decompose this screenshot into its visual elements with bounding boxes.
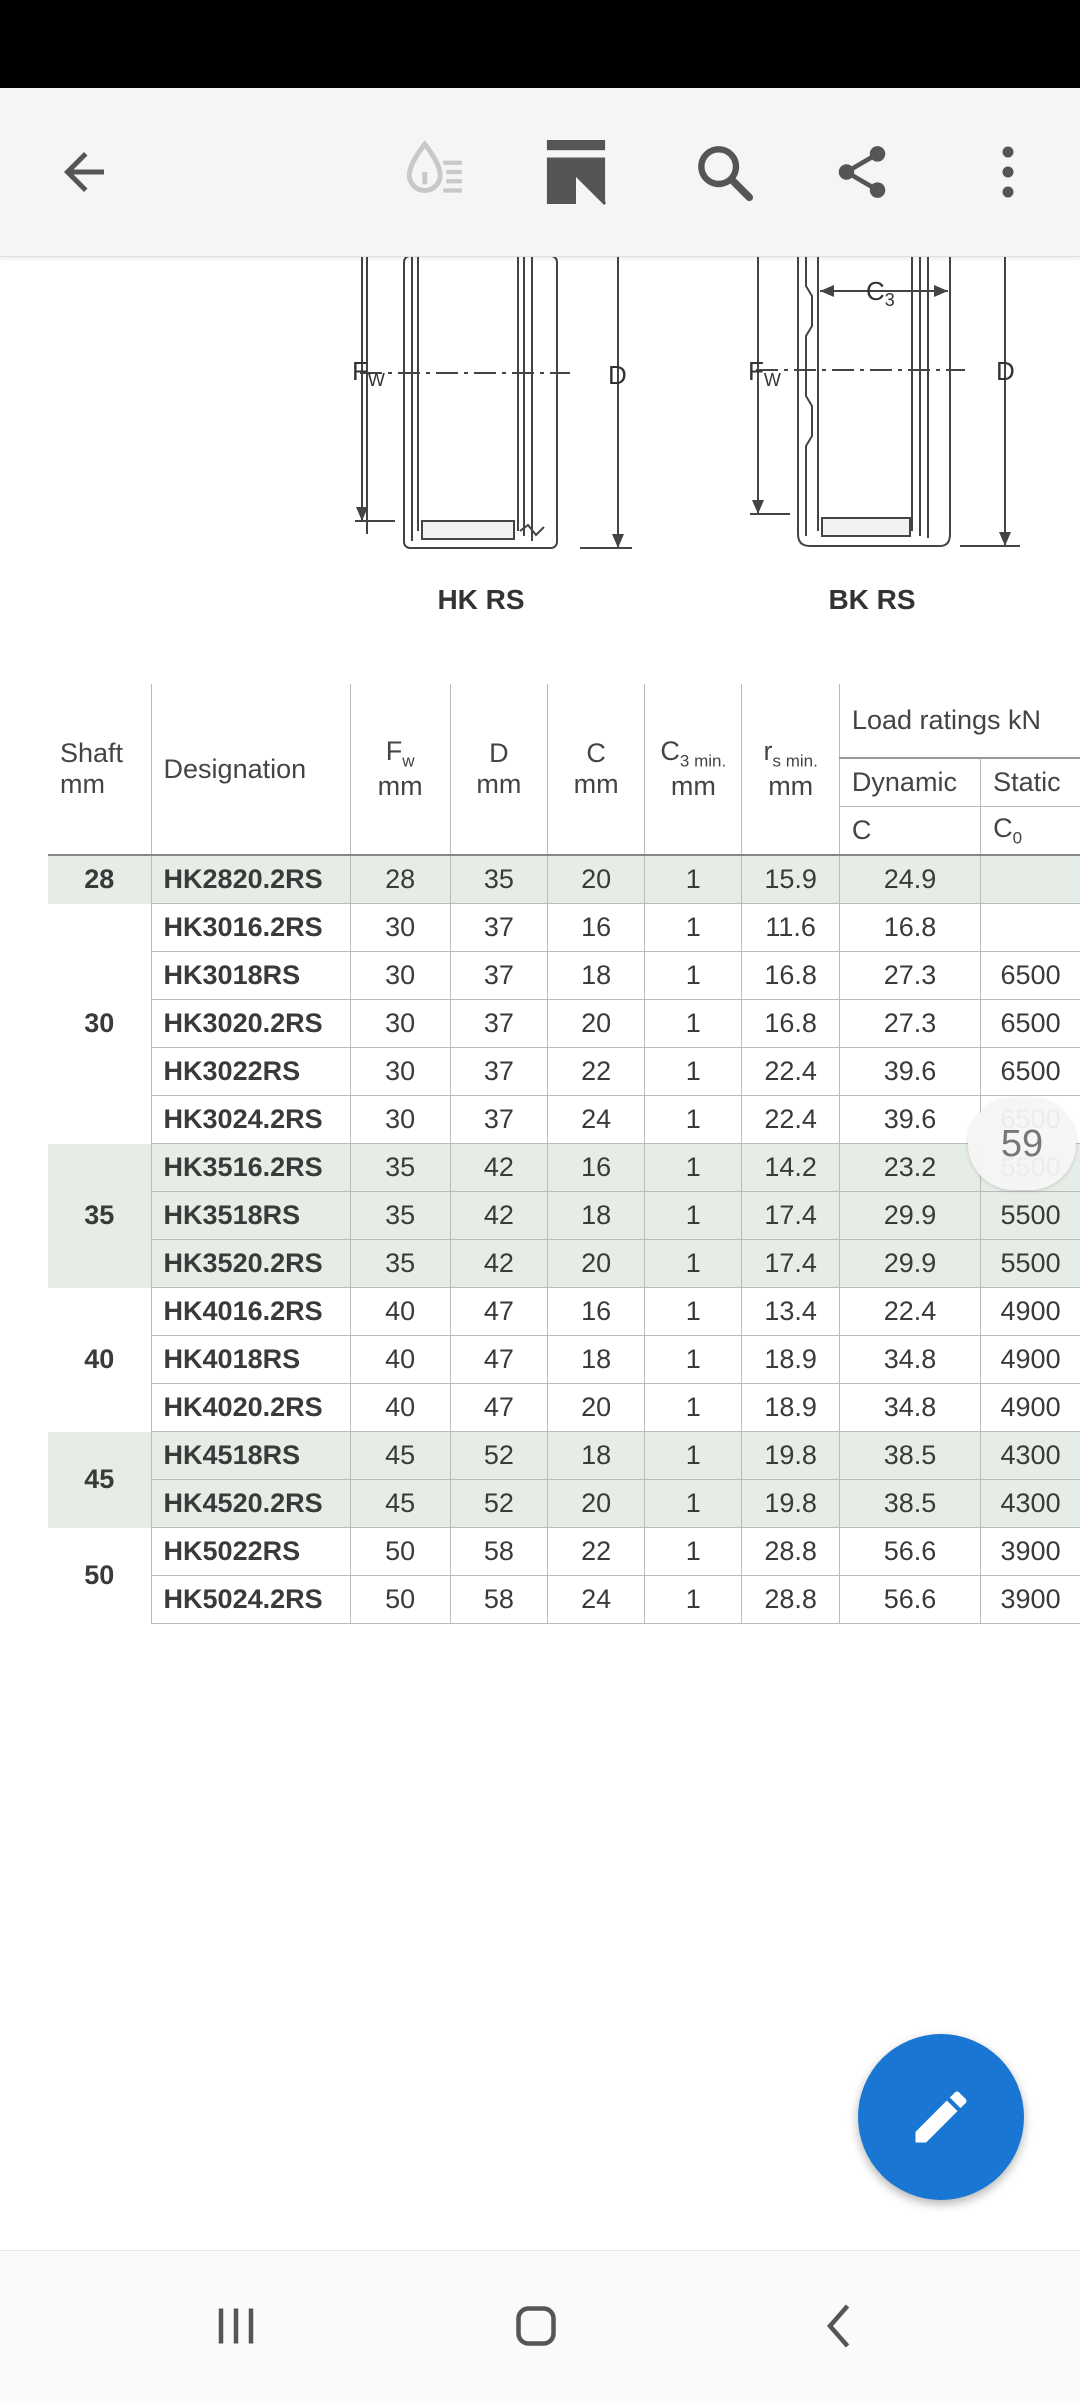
table-row [48, 1336, 1080, 1384]
designation-cell: HK5022RS [151, 1528, 350, 1576]
dynamic-symbol: C [839, 807, 980, 856]
page-number-badge: 59 [968, 1098, 1076, 1190]
designation-cell: HK3518RS [151, 1192, 350, 1240]
designation-cell: HK4518RS [151, 1432, 350, 1480]
stat-cell: 6500 [981, 952, 1080, 1000]
dyn-cell: 39.6 [839, 1096, 980, 1144]
c3-cell: 1 [645, 904, 742, 952]
d-cell: 42 [450, 1240, 547, 1288]
fw-cell: 40 [350, 1384, 450, 1432]
dyn-cell: 22.4 [839, 1288, 980, 1336]
rs-cell: 19.8 [742, 1432, 839, 1480]
rs-cell: 17.4 [742, 1192, 839, 1240]
designation-cell: HK3024.2RS [151, 1096, 350, 1144]
c3-header-sub: 3 min. [679, 751, 727, 771]
c3-cell: 1 [645, 1480, 742, 1528]
rs-cell: 19.8 [742, 1480, 839, 1528]
c3-header-unit: mm [670, 771, 716, 802]
rs-cell: 16.8 [742, 1000, 839, 1048]
d-cell: 37 [450, 1000, 547, 1048]
fw-cell: 40 [350, 1336, 450, 1384]
fw-cell: 50 [350, 1576, 450, 1624]
table-row [48, 1576, 1080, 1624]
c-cell: 20 [547, 1000, 644, 1048]
shaft-cell: 28 [48, 855, 151, 904]
designation-header: Designation [151, 684, 350, 855]
c-cell: 16 [547, 1288, 644, 1336]
designation-cell: HK2820.2RS [151, 855, 350, 904]
dyn-cell: 34.8 [839, 1336, 980, 1384]
c3-cell: 1 [645, 1432, 742, 1480]
stat-cell: 4900 [981, 1288, 1080, 1336]
fw-cell: 35 [350, 1144, 450, 1192]
d-header-unit: mm [476, 769, 522, 799]
c-cell: 16 [547, 1144, 644, 1192]
d-cell: 47 [450, 1288, 547, 1336]
c-cell: 16 [547, 904, 644, 952]
c3-dim-label [866, 276, 895, 311]
c3-cell: 1 [645, 1000, 742, 1048]
dyn-cell: 29.9 [839, 1240, 980, 1288]
designation-cell: HK4520.2RS [151, 1480, 350, 1528]
d-dim-label-left: D [608, 360, 627, 390]
rs-cell: 18.9 [742, 1384, 839, 1432]
table-row [48, 1528, 1080, 1576]
shaft-header-unit: mm [60, 769, 105, 799]
static-header: Static [981, 758, 1080, 807]
c3-cell: 1 [645, 1192, 742, 1240]
rs-cell: 18.9 [742, 1336, 839, 1384]
designation-cell: HK5024.2RS [151, 1576, 350, 1624]
nav-back-icon[interactable] [780, 2271, 900, 2381]
fw-cell: 45 [350, 1432, 450, 1480]
d-cell: 37 [450, 952, 547, 1000]
search-icon[interactable] [674, 122, 774, 222]
static-symbol [981, 807, 1080, 856]
table-row [48, 855, 1080, 904]
d-cell: 35 [450, 855, 547, 904]
table-row [48, 1192, 1080, 1240]
stat-cell [981, 904, 1080, 952]
rs-header [742, 684, 839, 855]
home-icon[interactable] [476, 2271, 596, 2381]
table-row [48, 1144, 1080, 1192]
stat-cell [981, 855, 1080, 904]
rs-cell: 15.9 [742, 855, 839, 904]
shaft-cell: 45 [48, 1432, 151, 1528]
stat-cell: 6500 [981, 1048, 1080, 1096]
c-header-unit: mm [573, 769, 619, 799]
table-row [48, 904, 1080, 952]
fw-cell: 35 [350, 1240, 450, 1288]
designation-cell: HK3520.2RS [151, 1240, 350, 1288]
c3-cell: 1 [645, 1240, 742, 1288]
c3-cell: 1 [645, 1144, 742, 1192]
static-symbol-sub: 0 [1012, 828, 1023, 848]
dynamic-header: Dynamic [839, 758, 980, 807]
c3-header [645, 684, 742, 855]
recent-apps-icon[interactable] [176, 2271, 296, 2381]
d-header-letter: D [489, 738, 509, 768]
dyn-cell: 56.6 [839, 1528, 980, 1576]
status-bar [0, 0, 1080, 88]
fw-subscript: W [763, 370, 781, 391]
bookmark-page-icon[interactable] [526, 122, 626, 222]
table-row [48, 952, 1080, 1000]
rs-cell: 14.2 [742, 1144, 839, 1192]
shaft-cell: 40 [84, 1344, 115, 1374]
rs-header-unit: mm [768, 771, 814, 802]
rs-cell: 22.4 [742, 1096, 839, 1144]
c-cell: 20 [547, 1480, 644, 1528]
designation-cell: HK4018RS [151, 1336, 350, 1384]
rs-cell: 28.8 [742, 1576, 839, 1624]
dyn-cell: 38.5 [839, 1432, 980, 1480]
fw-dim-label-left [352, 356, 385, 391]
c-cell: 20 [547, 855, 644, 904]
d-cell: 47 [450, 1336, 547, 1384]
shaft-header-text: Shaft [60, 738, 124, 768]
table-row [48, 1432, 1080, 1480]
hk-rs-drawing [355, 256, 632, 548]
fw-dim-label-right [748, 356, 781, 391]
fw-letter: F [352, 356, 368, 386]
stat-cell: 5500 [981, 1192, 1080, 1240]
shaft-header [48, 684, 151, 855]
c3-subscript: 3 [884, 290, 895, 311]
app-bar [0, 88, 1080, 257]
fw-cell: 30 [350, 1000, 450, 1048]
fw-cell: 28 [350, 855, 450, 904]
system-nav-bar [0, 2250, 1080, 2401]
c-cell: 18 [547, 1336, 644, 1384]
stat-cell: 5500 [981, 1240, 1080, 1288]
document-page[interactable] [0, 256, 1080, 2250]
fw-header-letter: F [385, 735, 403, 766]
dyn-cell: 24.9 [839, 855, 980, 904]
c-cell: 20 [547, 1384, 644, 1432]
rs-cell: 11.6 [742, 904, 839, 952]
dyn-cell: 29.9 [839, 1192, 980, 1240]
c3-letter: C [866, 276, 885, 306]
d-cell: 52 [450, 1432, 547, 1480]
more-vert-icon[interactable] [958, 122, 1058, 222]
fw-cell: 30 [350, 1096, 450, 1144]
c3-cell: 1 [645, 1528, 742, 1576]
d-header [450, 684, 547, 855]
dyn-cell: 56.6 [839, 1576, 980, 1624]
d-cell: 58 [450, 1576, 547, 1624]
d-cell: 52 [450, 1480, 547, 1528]
c3-cell: 1 [645, 1288, 742, 1336]
c-cell: 22 [547, 1048, 644, 1096]
designation-cell: HK4016.2RS [151, 1288, 350, 1336]
dyn-cell: 27.3 [839, 952, 980, 1000]
fw-cell: 30 [350, 952, 450, 1000]
c3-cell: 1 [645, 1384, 742, 1432]
shaft-cell: 50 [84, 1560, 115, 1590]
c-cell: 22 [547, 1528, 644, 1576]
dyn-cell: 27.3 [839, 1000, 980, 1048]
back-arrow-icon[interactable] [34, 122, 134, 222]
ink-drop-icon[interactable] [384, 122, 484, 222]
rs-cell: 22.4 [742, 1048, 839, 1096]
designation-cell: HK3016.2RS [151, 904, 350, 952]
rs-header-letter: r [763, 735, 773, 766]
stat-cell: 3900 [981, 1528, 1080, 1576]
static-symbol-letter: C [993, 812, 1013, 843]
designation-cell: HK3516.2RS [151, 1144, 350, 1192]
fw-cell: 50 [350, 1528, 450, 1576]
c-header [547, 684, 644, 855]
load-ratings-header: Load ratings kN [839, 684, 1080, 758]
edit-fab-button[interactable] [858, 2034, 1024, 2200]
bearing-spec-table [48, 684, 1080, 1624]
table-row [48, 1288, 1080, 1336]
stat-cell: 4900 [981, 1336, 1080, 1384]
c3-cell: 1 [645, 1576, 742, 1624]
c3-cell: 1 [645, 1048, 742, 1096]
c-cell: 20 [547, 1240, 644, 1288]
c3-cell: 1 [645, 855, 742, 904]
d-cell: 42 [450, 1192, 547, 1240]
table-row [48, 1480, 1080, 1528]
d-dim-label-right: D [996, 356, 1015, 386]
designation-cell: HK3018RS [151, 952, 350, 1000]
c-cell: 18 [547, 1432, 644, 1480]
share-icon[interactable] [812, 122, 912, 222]
rs-cell: 17.4 [742, 1240, 839, 1288]
edit-pencil-icon [907, 2083, 975, 2151]
d-cell: 37 [450, 1096, 547, 1144]
c-cell: 24 [547, 1576, 644, 1624]
dyn-cell: 39.6 [839, 1048, 980, 1096]
dyn-cell: 38.5 [839, 1480, 980, 1528]
stat-cell: 3900 [981, 1576, 1080, 1624]
c3-cell: 1 [645, 952, 742, 1000]
spec-table-body [48, 855, 1080, 1624]
d-cell: 42 [450, 1144, 547, 1192]
shaft-cell: 35 [48, 1144, 151, 1288]
dyn-cell: 34.8 [839, 1384, 980, 1432]
fw-cell: 30 [350, 1048, 450, 1096]
hk-rs-label: HK RS [437, 584, 525, 615]
designation-cell: HK3020.2RS [151, 1000, 350, 1048]
c-cell: 18 [547, 1192, 644, 1240]
table-row [48, 1384, 1080, 1432]
stat-cell: 6500 [981, 1000, 1080, 1048]
c-cell: 24 [547, 1096, 644, 1144]
dyn-cell: 16.8 [839, 904, 980, 952]
c-header-letter: C [586, 738, 606, 768]
fw-subscript: W [367, 370, 385, 391]
c3-header-letter: C [660, 735, 680, 766]
dyn-cell: 23.2 [839, 1144, 980, 1192]
fw-cell: 30 [350, 904, 450, 952]
c3-cell: 1 [645, 1336, 742, 1384]
d-cell: 47 [450, 1384, 547, 1432]
d-cell: 37 [450, 904, 547, 952]
fw-cell: 40 [350, 1288, 450, 1336]
shaft-cell: 30 [84, 1008, 115, 1038]
c3-cell: 1 [645, 1096, 742, 1144]
fw-header [350, 684, 450, 855]
fw-header-unit: mm [377, 771, 423, 802]
fw-header-sub: w [402, 751, 415, 771]
rs-cell: 13.4 [742, 1288, 839, 1336]
designation-cell: HK3022RS [151, 1048, 350, 1096]
d-cell: 37 [450, 1048, 547, 1096]
rs-cell: 16.8 [742, 952, 839, 1000]
bearing-diagram [0, 256, 1080, 636]
stat-cell: 4900 [981, 1384, 1080, 1432]
c-cell: 18 [547, 952, 644, 1000]
table-row [48, 1096, 1080, 1144]
table-row [48, 1240, 1080, 1288]
bk-rs-label: BK RS [828, 584, 916, 615]
stat-cell: 4300 [981, 1480, 1080, 1528]
fw-cell: 35 [350, 1192, 450, 1240]
table-row [48, 1048, 1080, 1096]
stat-cell: 4300 [981, 1432, 1080, 1480]
rs-header-sub: s min. [772, 751, 818, 771]
designation-cell: HK4020.2RS [151, 1384, 350, 1432]
table-row [48, 1000, 1080, 1048]
fw-cell: 45 [350, 1480, 450, 1528]
fw-letter: F [748, 356, 764, 386]
rs-cell: 28.8 [742, 1528, 839, 1576]
d-cell: 58 [450, 1528, 547, 1576]
